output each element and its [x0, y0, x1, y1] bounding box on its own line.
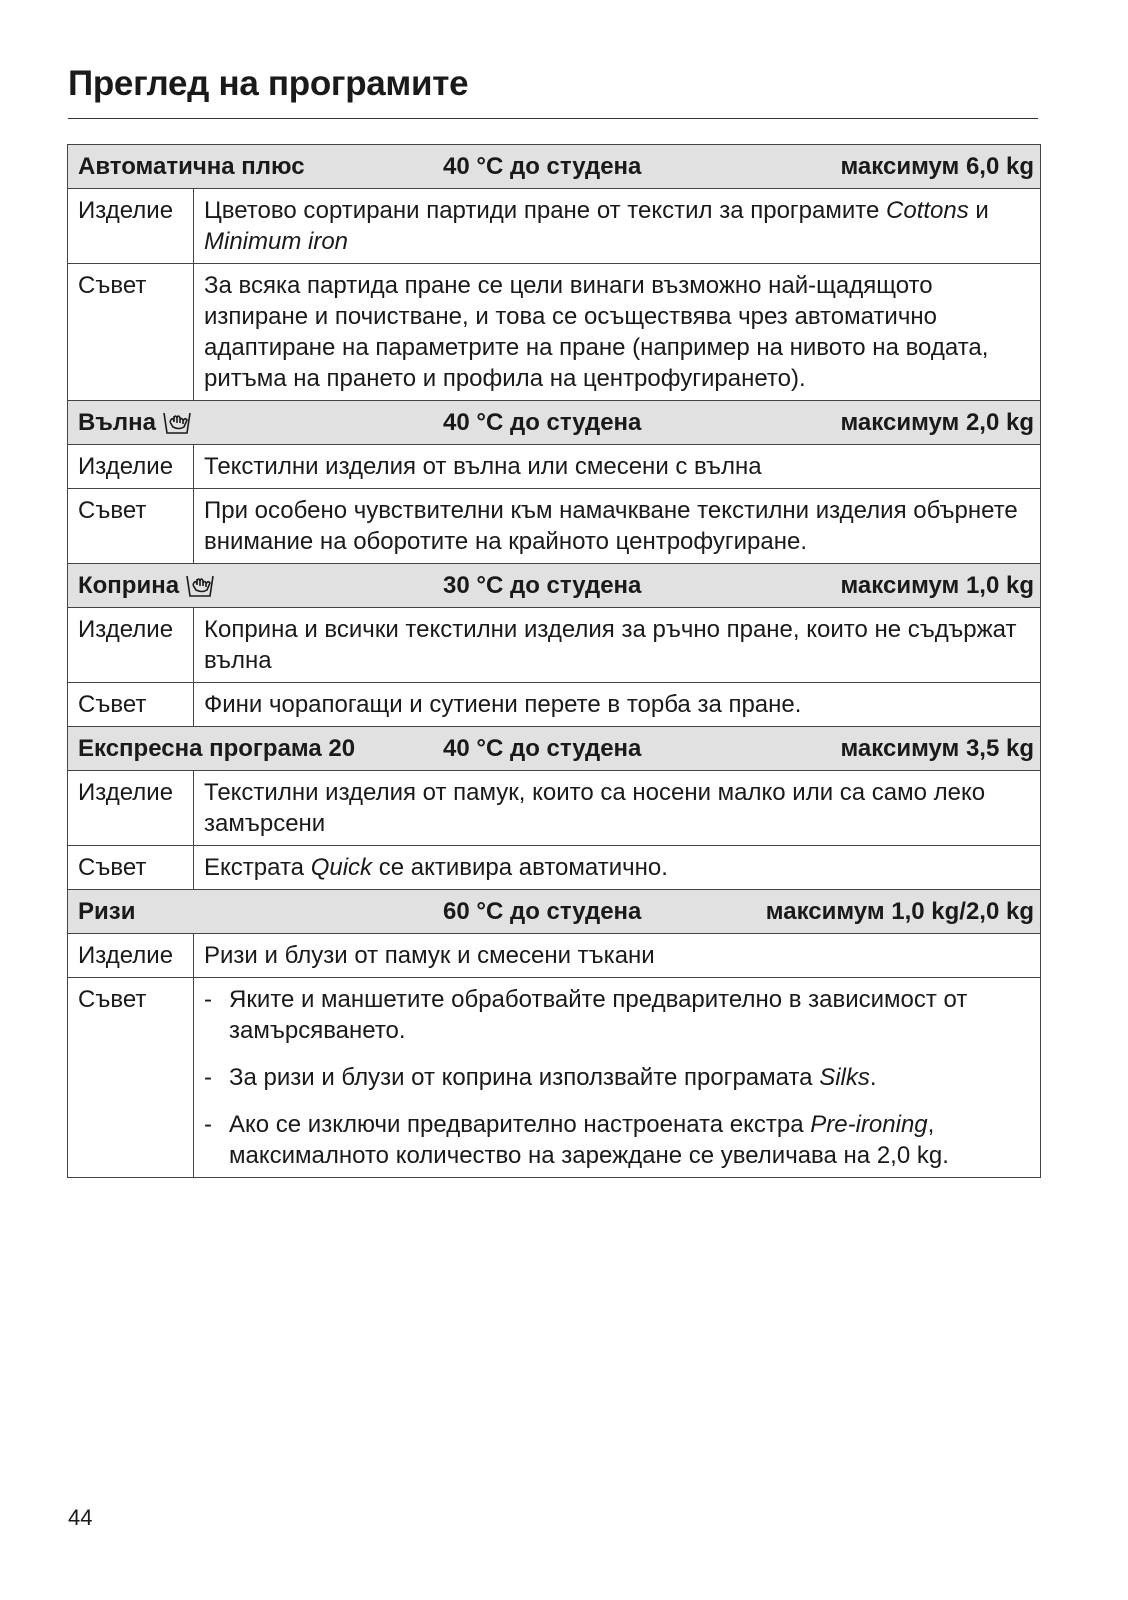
row-content	[194, 978, 1041, 1178]
text-segment: За всяка партида пране се цели винаги възможно най-щадящото изпиране и почистване, и това се осъществява чрез автоматично адаптиране на параметрите на пране (например на нивото на водата, ритъма на прането и профила на центрофугирането).	[204, 272, 989, 392]
program-detail-row	[68, 683, 1041, 727]
program-max-load: максимум 2,0 kg	[840, 409, 1034, 436]
program-header	[68, 890, 1041, 934]
text-segment: Яките и маншетите обработвайте предварително в зависимост от замърсяването.	[229, 986, 968, 1044]
tip-text	[229, 984, 1030, 1046]
text-segment: Коприна и всички текстилни изделия за ръчно пране, които не съдържат вълна	[204, 616, 1017, 674]
program-temperature: 40 °C до студена	[443, 735, 642, 762]
program-name-cell	[78, 570, 443, 601]
program-name: Автоматична плюс	[78, 153, 305, 180]
text-segment: , максималното количество на зареждане се увеличава на 2,0 kg.	[229, 1111, 949, 1169]
program-header	[68, 145, 1041, 189]
program-header-content	[78, 733, 1034, 764]
program-detail-row	[68, 264, 1041, 401]
tip-text	[229, 1109, 1030, 1171]
text-segment: Екстрата	[204, 854, 311, 881]
program-name-cell	[78, 896, 443, 927]
program-header-content	[78, 407, 1034, 438]
row-content	[194, 445, 1041, 489]
row-content	[194, 264, 1041, 401]
program-detail-row	[68, 978, 1041, 1178]
row-label: Съвет	[68, 683, 194, 727]
program-header-content	[78, 896, 1034, 927]
text-segment: За ризи и блузи от коприна използвайте програмата	[229, 1064, 820, 1091]
text-segment: Цветово сортирани партиди пране от текстил за програмите	[204, 197, 887, 224]
program-temperature: 40 °C до студена	[443, 409, 642, 436]
program-detail-row	[68, 189, 1041, 264]
hand-wash-icon	[185, 573, 215, 599]
program-header-content	[78, 570, 1034, 601]
program-name: Коприна	[78, 572, 180, 599]
programs-table	[67, 144, 1041, 1178]
program-name-cell	[78, 407, 443, 438]
tip-item	[204, 984, 1030, 1046]
title-divider	[68, 118, 1038, 119]
program-header-content	[78, 151, 1034, 182]
row-label: Изделие	[68, 934, 194, 978]
row-label: Изделие	[68, 608, 194, 683]
program-header	[68, 727, 1041, 771]
row-label: Съвет	[68, 489, 194, 564]
italic-term: Pre-ironing	[810, 1111, 928, 1138]
row-content	[194, 683, 1041, 727]
text-segment: Ако се изключи предварително настроената екстра	[229, 1111, 811, 1138]
text-segment: и	[968, 197, 989, 224]
program-temperature: 30 °C до студена	[443, 572, 642, 599]
program-header-row	[68, 401, 1041, 445]
text-segment: Ризи и блузи от памук и смесени тъкани	[204, 942, 655, 969]
text-segment: Фини чорапогащи и сутиени перете в торба за пране.	[204, 691, 802, 718]
row-label: Съвет	[68, 264, 194, 401]
program-header-row	[68, 145, 1041, 189]
row-label: Съвет	[68, 978, 194, 1178]
program-detail-row	[68, 771, 1041, 846]
program-name: Вълна	[78, 409, 156, 436]
page-title: Преглед на програмите	[68, 64, 469, 103]
italic-term: Minimum iron	[204, 228, 349, 255]
hand-wash-icon	[162, 410, 192, 436]
row-label: Изделие	[68, 445, 194, 489]
program-name-cell	[78, 733, 443, 764]
italic-term: Quick	[310, 854, 373, 881]
program-header-row	[68, 727, 1041, 771]
text-segment: Текстилни изделия от вълна или смесени с вълна	[204, 453, 762, 480]
program-header	[68, 564, 1041, 608]
program-header-row	[68, 890, 1041, 934]
text-segment: При особено чувствителни към намачкване текстилни изделия обърнете внимание на оборотите на крайното центрофугиране.	[204, 497, 1018, 555]
tips-list	[204, 984, 1030, 1171]
row-label: Съвет	[68, 846, 194, 890]
program-name: Ризи	[78, 898, 136, 925]
row-content	[194, 846, 1041, 890]
program-max-load: максимум 3,5 kg	[840, 735, 1034, 762]
program-temperature: 40 °C до студена	[443, 153, 642, 180]
program-header	[68, 401, 1041, 445]
row-content	[194, 771, 1041, 846]
program-max-load: максимум 6,0 kg	[840, 153, 1034, 180]
program-max-load: максимум 1,0 kg/2,0 kg	[765, 898, 1034, 925]
program-max-load: максимум 1,0 kg	[840, 572, 1034, 599]
program-detail-row	[68, 489, 1041, 564]
program-header-row	[68, 564, 1041, 608]
row-content	[194, 489, 1041, 564]
tip-item	[204, 1062, 1030, 1093]
program-name: Експресна програма 20	[78, 735, 356, 762]
bullet-dash: -	[204, 1064, 212, 1091]
row-content	[194, 934, 1041, 978]
program-detail-row	[68, 934, 1041, 978]
program-detail-row	[68, 608, 1041, 683]
page-number: 44	[68, 1505, 93, 1530]
text-segment: се активира автоматично.	[372, 854, 668, 881]
program-detail-row	[68, 846, 1041, 890]
tip-text	[229, 1062, 877, 1093]
text-segment: .	[869, 1064, 877, 1091]
row-label: Изделие	[68, 189, 194, 264]
row-content	[194, 189, 1041, 264]
tip-item	[204, 1109, 1030, 1171]
row-label: Изделие	[68, 771, 194, 846]
program-detail-row	[68, 445, 1041, 489]
bullet-dash: -	[204, 986, 212, 1013]
italic-term: Silks	[819, 1064, 870, 1091]
program-temperature: 60 °C до студена	[443, 898, 642, 925]
italic-term: Cottons	[886, 197, 969, 224]
text-segment: Текстилни изделия от памук, които са носени малко или са само леко замърсени	[204, 779, 986, 837]
program-name-cell	[78, 151, 443, 182]
row-content	[194, 608, 1041, 683]
bullet-dash: -	[204, 1111, 212, 1138]
